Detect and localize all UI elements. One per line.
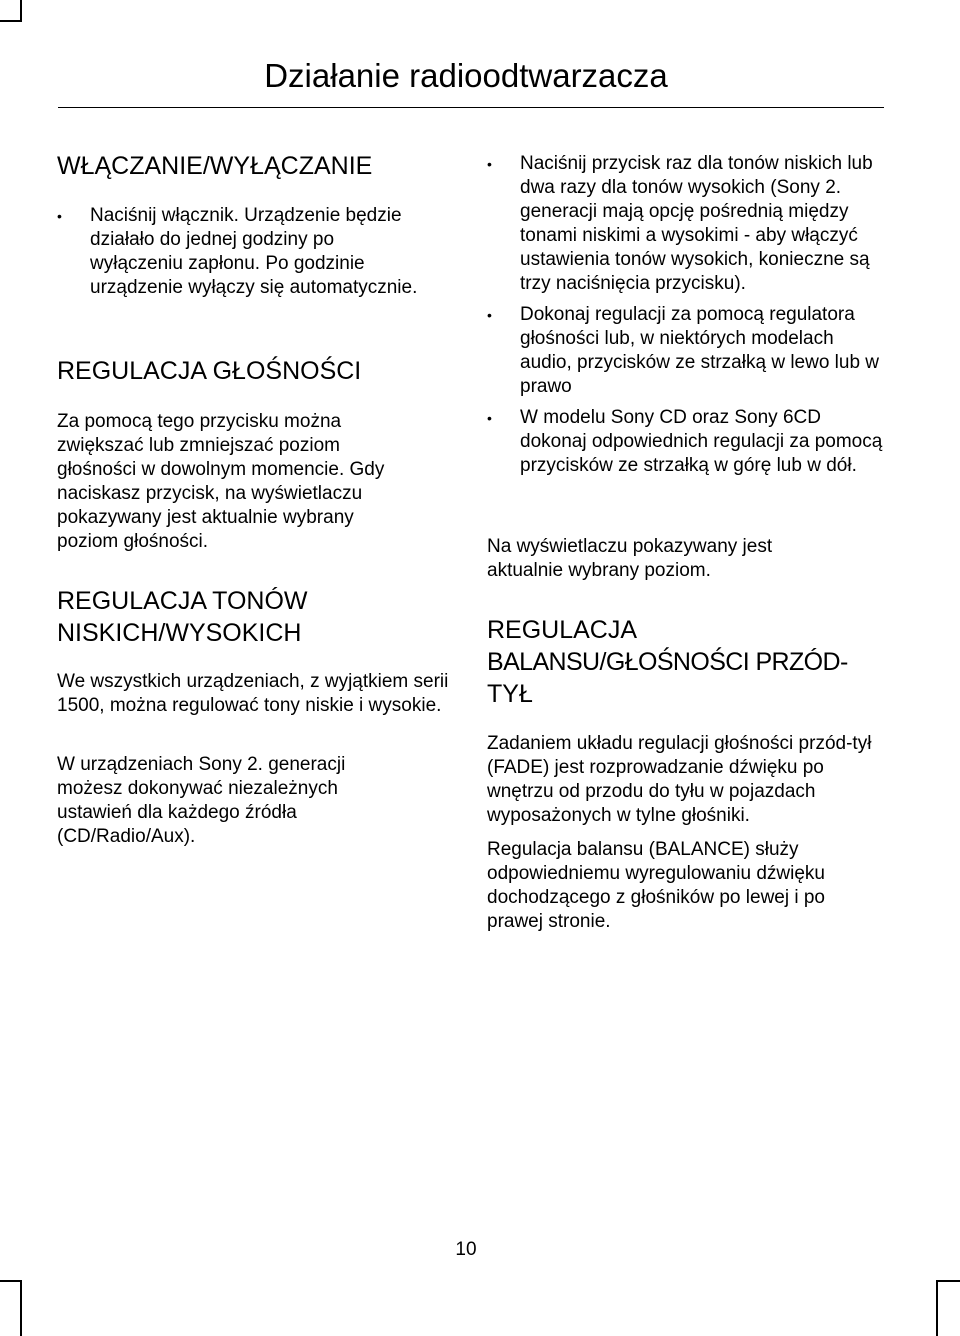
title-divider bbox=[58, 107, 884, 108]
volume-paragraph: Za pomocą tego przycisku można zwiększać lub zmniejszać poziom głośności w dowolnym momencie. Gdy naciskasz przycisk, na wyświetlaczu pokazywany jest aktualnie wybrany poziom głośności. bbox=[57, 411, 385, 552]
balance-paragraph-1: Zadaniem układu regulacji głośności przód-tył (FADE) jest rozprowadzanie dźwięku po wnętrzu od przodu do tyłu w pojazdach wyposażonych w tylne głośniki. bbox=[487, 733, 872, 826]
list-item bbox=[487, 406, 887, 478]
bullet-icon: • bbox=[487, 156, 492, 172]
list-item bbox=[487, 303, 887, 399]
crop-mark-bottom-right-h bbox=[936, 1280, 960, 1282]
section-heading-tone-line2: NISKICH/WYSOKICH bbox=[57, 619, 302, 647]
tone-bullet-list bbox=[487, 152, 887, 478]
page-number: 10 bbox=[455, 1239, 477, 1260]
crop-mark-bottom-left bbox=[20, 1280, 22, 1336]
tone-paragraph-2: W urządzeniach Sony 2. generacji możesz dokonywać niezależnych ustawień dla każdego źródła (CD/Radio/Aux). bbox=[57, 754, 346, 847]
list-item-text: W modelu Sony CD oraz Sony 6CD dokonaj odpowiednich regulacji za pomocą przycisków ze strzałką w górę lub w dół. bbox=[520, 407, 883, 476]
section-heading-tone bbox=[57, 585, 308, 649]
crop-mark-bottom-left-h bbox=[0, 1280, 22, 1282]
section-heading-tone-line1: REGULACJA TONÓW bbox=[57, 587, 308, 615]
bullet-icon: • bbox=[57, 208, 62, 224]
page-title: Działanie radioodtwarzacza bbox=[264, 57, 668, 94]
section-heading-balance-line1: REGULACJA bbox=[487, 616, 638, 644]
list-item-text: Naciśnij włącznik. Urządzenie będzie działało do jednej godziny po wyłączeniu zapłonu. Po godzinie urządzenie wyłączy się automatycznie. bbox=[90, 205, 418, 298]
section-heading-power: WŁĄCZANIE/WYŁĄCZANIE bbox=[57, 152, 373, 180]
list-item bbox=[57, 204, 427, 300]
list-item-text: Naciśnij przycisk raz dla tonów niskich lub dwa razy dla tonów wysokich (Sony 2. generacji mają opcję pośrednią między tonami niskimi a wysokimi - aby włączyć ustawienia tonów wysokich, konieczne są trzy naciśnięcia przycisku). bbox=[520, 153, 873, 294]
tone-paragraph-1: We wszystkich urządzeniach, z wyjątkiem serii 1500, można regulować tony niskie i wysokie. bbox=[57, 671, 449, 716]
tone-note: Na wyświetlaczu pokazywany jest aktualnie wybrany poziom. bbox=[487, 536, 773, 581]
crop-mark-bottom-right bbox=[936, 1280, 938, 1336]
section-heading-volume: REGULACJA GŁOŚNOŚCI bbox=[57, 357, 362, 385]
power-bullet-list bbox=[57, 204, 427, 300]
list-item-text: Dokonaj regulacji za pomocą regulatora głośności lub, w niektórych modelach audio, przycisków ze strzałką w lewo lub w prawo bbox=[520, 304, 880, 397]
bullet-icon: • bbox=[487, 307, 492, 323]
bullet-icon: • bbox=[487, 410, 492, 426]
section-heading-balance-line3: TYŁ bbox=[487, 680, 533, 708]
list-item bbox=[487, 152, 887, 296]
section-heading-balance-line2: BALANSU/GŁOŚNOŚCI PRZÓD- bbox=[487, 648, 848, 676]
crop-mark-top-left-h bbox=[0, 20, 22, 22]
balance-paragraph-2: Regulacja balansu (BALANCE) służy odpowiedniemu wyregulowaniu dźwięku dochodzącego z głośników po lewej i po prawej stronie. bbox=[487, 839, 825, 932]
section-heading-balance bbox=[487, 614, 887, 710]
crop-mark-top-left bbox=[20, 0, 22, 20]
